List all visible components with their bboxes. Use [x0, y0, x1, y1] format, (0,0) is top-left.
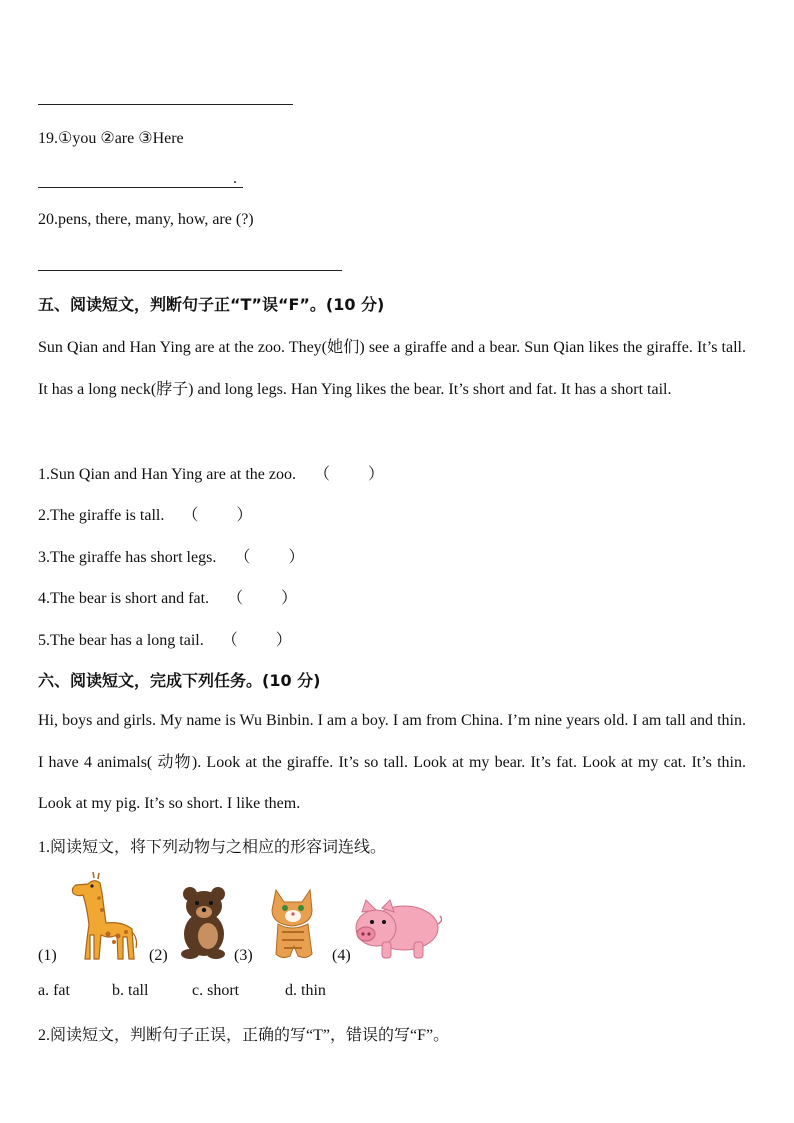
- answer-line-18[interactable]: [38, 104, 293, 105]
- question-20: 20.pens, there, many, how, are (?): [38, 211, 254, 228]
- option-b: b. tall: [112, 982, 149, 999]
- item-text: 4.The bear is short and fat.: [38, 590, 210, 607]
- item-text: 5.The bear has a long tail.: [38, 632, 204, 649]
- section5-item-5: [38, 627, 292, 650]
- animal-label-2: (2): [149, 947, 168, 964]
- answer-line-20[interactable]: [38, 270, 342, 271]
- section5-heading: 五、阅读短文，判断句子正“T”误“F”。(10 分): [38, 295, 385, 314]
- section6-task2: 2.阅读短文，判断句子正误，正确的写“T”，错误的写“F”。: [38, 1027, 450, 1044]
- option-c: c. short: [192, 982, 240, 999]
- animal-label-1: (1): [38, 947, 57, 964]
- answer-bracket[interactable]: （ ）: [234, 549, 305, 566]
- item-text: 2.The giraffe is tall.: [38, 507, 165, 524]
- section6-passage: Hi, boys and girls. My name is Wu Binbin. I am a boy. I am from China. I’m nine years old. I am tall and thin. I have 4 animals( 动物). Look at the giraffe. It’s so tall. Look at my bear. It’s fat. Look at my cat. It’s thin. Look at my pig. It’s so short. I like them.: [38, 712, 746, 812]
- section5-passage: Sun Qian and Han Ying are at the zoo. They(她们) see a giraffe and a bear. Sun Qian likes the giraffe. It’s tall. It has a long neck(脖子) and long legs. Han Ying likes the bear. It’s short and fat. It has a short tail.: [38, 339, 746, 398]
- question-19: 19.①you ②are ③Here: [38, 130, 184, 147]
- item-text: 3.The giraffe has short legs.: [38, 549, 217, 566]
- answer-bracket[interactable]: （ ）: [182, 507, 253, 524]
- giraffe-icon: [66, 870, 142, 962]
- answer-bracket[interactable]: （ ）: [227, 590, 298, 607]
- answer-line-19[interactable]: [38, 187, 243, 188]
- bear-icon: [178, 886, 232, 960]
- cat-icon: [262, 886, 324, 962]
- animal-label-3: (3): [234, 947, 253, 964]
- option-a: a. fat: [38, 982, 70, 999]
- section5-item-2: [38, 502, 252, 525]
- section6-task1: 1.阅读短文，将下列动物与之相应的形容词连线。: [38, 839, 387, 856]
- section5-item-3: [38, 544, 304, 567]
- answer-bracket[interactable]: （ ）: [314, 466, 385, 483]
- animal-label-4: (4): [332, 947, 351, 964]
- section5-item-1: [38, 461, 384, 484]
- section5-item-4: [38, 585, 297, 608]
- section6-heading: 六、阅读短文，完成下列任务。(10 分): [38, 671, 321, 690]
- option-d: d. thin: [285, 982, 326, 999]
- answer-bracket[interactable]: （ ）: [221, 632, 292, 649]
- pig-icon: [352, 898, 442, 962]
- answer-line-19-period: .: [233, 170, 237, 187]
- item-text: 1.Sun Qian and Han Ying are at the zoo.: [38, 466, 297, 483]
